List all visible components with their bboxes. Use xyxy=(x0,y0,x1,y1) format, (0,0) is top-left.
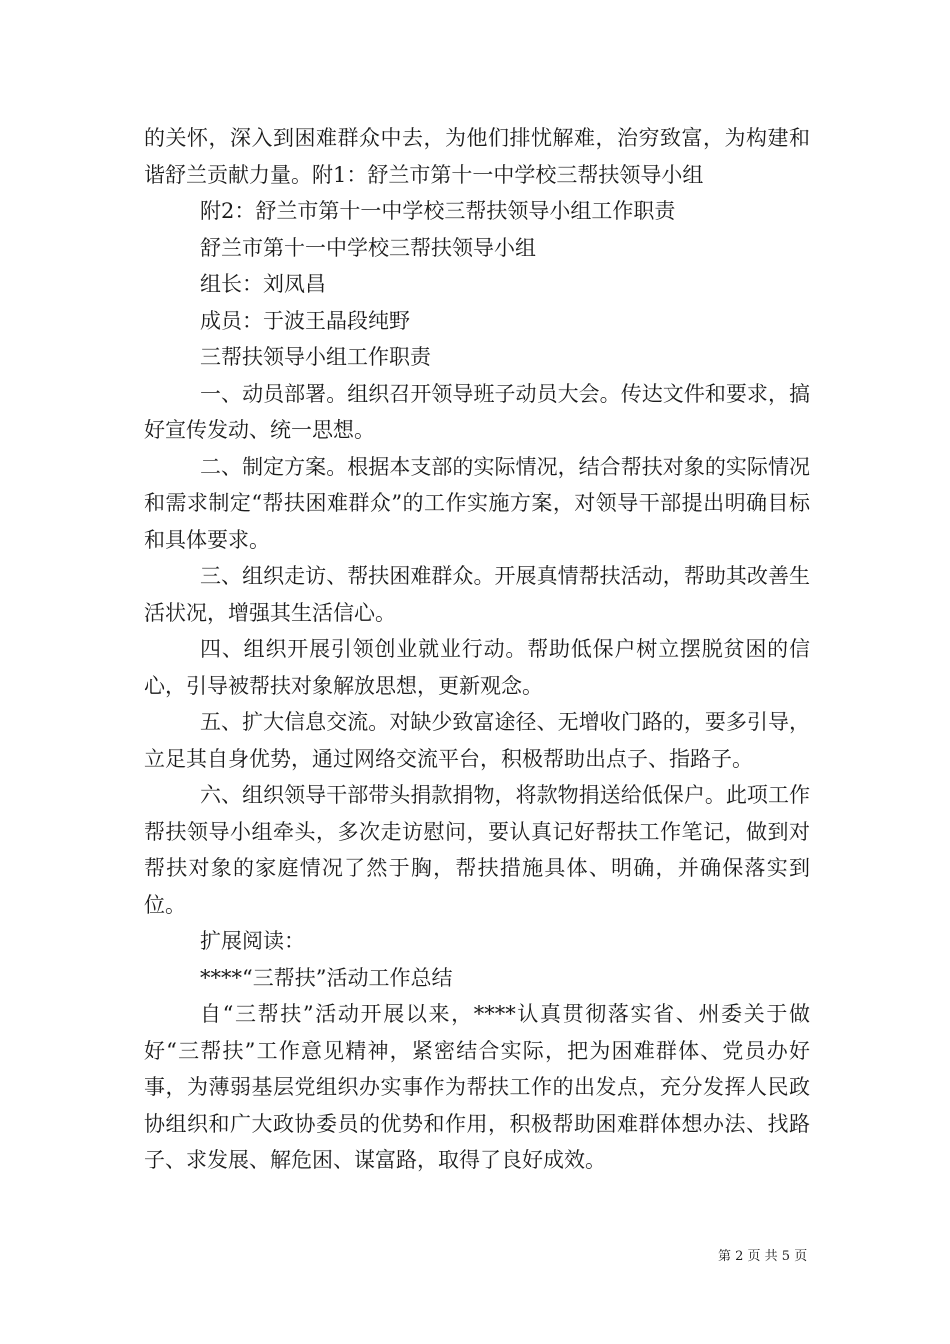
paragraph-duty-5: 五、扩大信息交流。对缺少致富途径、无增收门路的，要多引导，立足其自身优势，通过网络交流平台，积极帮助出点子、指路子。 xyxy=(144,710,810,771)
document-body xyxy=(144,120,810,1179)
paragraph-duty-2: 二、制定方案。根据本支部的实际情况，结合帮扶对象的实际情况和需求制定“帮扶困难群众”的工作实施方案，对领导干部提出明确目标和具体要求。 xyxy=(144,454,810,552)
paragraph-duty-6: 六、组织领导干部带头捐款捐物，将款物捐送给低保户。此项工作帮扶领导小组牵头，多次走访慰问，要认真记好帮扶工作笔记，做到对帮扶对象的家庭情况了然于胸，帮扶措施具体、明确，并确保落实到位。 xyxy=(144,783,810,917)
paragraph-extended-reading: 扩展阅读： xyxy=(200,929,305,953)
paragraph-appendix-2: 附2：舒兰市第十一中学校三帮扶领导小组工作职责 xyxy=(200,199,676,223)
page-number-footer: 第 2 页 共 5 页 xyxy=(718,1249,808,1264)
paragraph-duty-1: 一、动员部署。组织召开领导班子动员大会。传达文件和要求，搞好宣传发动、统一思想。 xyxy=(144,381,810,442)
paragraph-group-members: 成员：于波王晶段纯野 xyxy=(200,308,410,333)
paragraph-duty-4: 四、组织开展引领创业就业行动。帮助低保户树立摆脱贫困的信心，引导被帮扶对象解放思想，更新观念。 xyxy=(144,637,810,698)
paragraph-duties-title: 三帮扶领导小组工作职责 xyxy=(200,345,431,369)
paragraph-summary-title: ****“三帮扶”活动工作总结 xyxy=(200,965,453,990)
paragraph-continuation: 的关怀，深入到困难群众中去，为他们排忧解难，治穷致富，为构建和谐舒兰贡献力量。附1：舒兰市第十一中学校三帮扶领导小组 xyxy=(144,126,810,187)
paragraph-group-leader: 组长：刘凤昌 xyxy=(200,272,326,296)
paragraph-summary-body: 自“三帮扶”活动开展以来，****认真贯彻落实省、州委关于做好“三帮扶”工作意见精神，紧密结合实际，把为困难群体、党员办好事，为薄弱基层党组织办实事作为帮扶工作的出发点，充分发挥人民政协组织和广大政协委员的优势和作用，积极帮助困难群体想办法、找路子、求发展、解危困、谋富路，取得了良好成效。 xyxy=(144,1002,810,1172)
paragraph-duty-3: 三、组织走访、帮扶困难群众。开展真情帮扶活动，帮助其改善生活状况，增强其生活信心。 xyxy=(144,564,810,625)
paragraph-group-title: 舒兰市第十一中学校三帮扶领导小组 xyxy=(200,235,536,260)
